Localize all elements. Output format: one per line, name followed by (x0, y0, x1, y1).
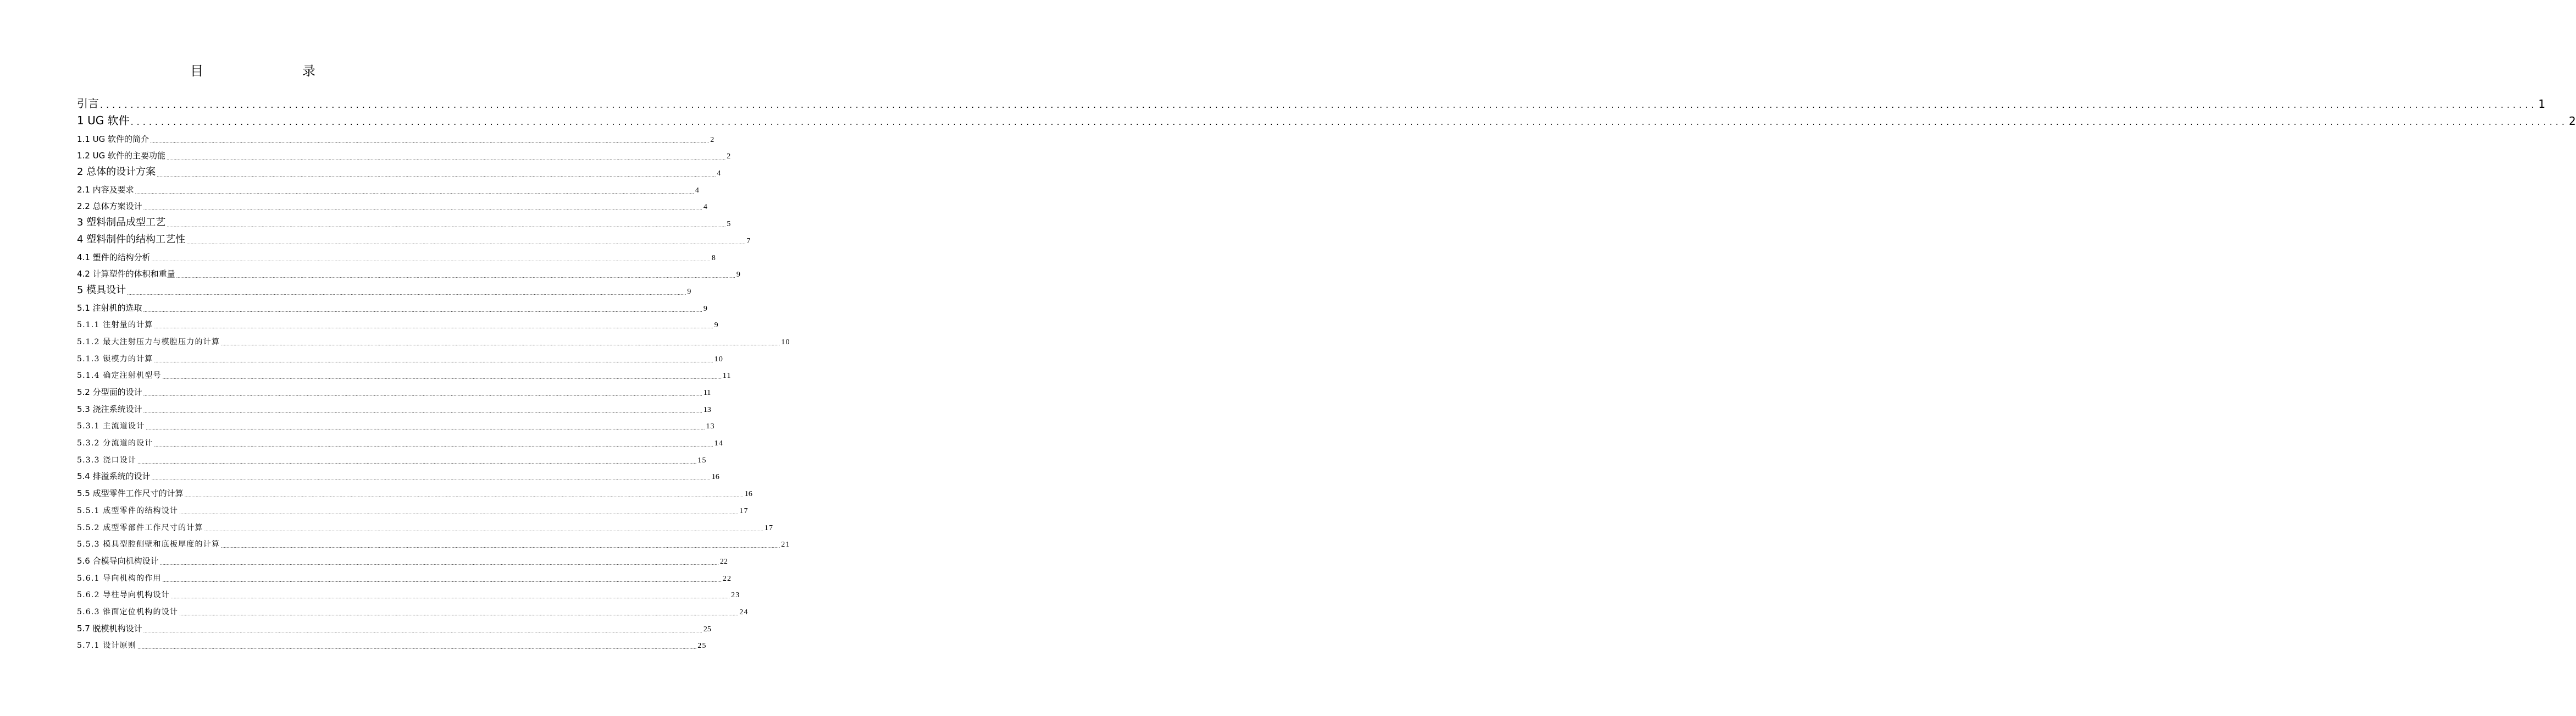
dot-leader: ................................................................................................................................................................................................................................................................................................................................................................................................................ (179, 510, 739, 515)
dot-leader: ................................................................................................................................................................................................................................................................................................................................................................................................................ (143, 409, 702, 414)
toc-entry-page-number: 9 (714, 321, 719, 330)
toc-entry[interactable] (77, 533, 790, 550)
toc-entry[interactable] (77, 93, 2546, 111)
dot-leader: ................................................................................................................................................................................................................................................................................................................................................................................................................ (221, 341, 780, 346)
dot-leader: ................................................................................................................................................................................................................................................................................................................................................................................................................ (143, 206, 702, 212)
toc-entry-page-number: 1 (2538, 97, 2546, 111)
dot-leader: ................................................................................................................................................................................................................................................................................................................................................................................................................ (143, 392, 702, 397)
toc-entry-label: 4.1 塑件的结构分析 (77, 252, 151, 262)
toc-entry-page-number: 25 (697, 642, 707, 651)
toc-entry-page-number: 4 (695, 186, 699, 195)
toc-entry[interactable] (77, 415, 715, 432)
toc-entry[interactable] (77, 195, 707, 212)
toc-entry[interactable] (77, 617, 711, 634)
toc-entry[interactable] (77, 600, 749, 617)
toc-entry-label: 1.1 UG 软件的简介 (77, 134, 149, 144)
toc-entry-page-number: 11 (703, 389, 711, 397)
dot-leader: ................................................................................................................................................................................................................................................................................................................................................................................................................ (157, 173, 716, 178)
toc-entry-label: 5.6.2 导柱导向机构设计 (77, 591, 170, 600)
dot-leader: ................................................................................................................................................................................................................................................................................................................................................................................................................ (204, 527, 763, 532)
toc-entry[interactable] (77, 128, 714, 145)
toc-entry-page-number: 4 (703, 203, 707, 212)
dot-leader: ................................................................................................................................................................................................................................................................................................................................................................................................................ (137, 459, 697, 465)
dot-leader: ................................................................................................................................................................................................................................................................................................................................................................................................................ (143, 628, 702, 634)
toc-entry-label: 2.1 内容及要求 (77, 184, 134, 195)
dot-leader: ................................................................................................................................................................................................................................................................................................................................................................................................................ (143, 307, 702, 313)
toc-entry-page-number: 11 (722, 372, 732, 381)
toc-entry-label: 5.1.1 注射量的计算 (77, 321, 153, 330)
toc-entry-page-number: 16 (711, 473, 719, 482)
toc-entry-page-number: 21 (781, 541, 790, 549)
toc-entry-label: 5.1.3 锁模力的计算 (77, 354, 153, 363)
toc-entry-page-number: 24 (739, 608, 749, 616)
toc-entry-page-number: 7 (746, 236, 751, 245)
toc-entry[interactable] (77, 161, 721, 178)
toc-entry[interactable] (77, 364, 732, 381)
toc-entry-label: 5.1.2 最大注射压力与模腔压力的计算 (77, 337, 220, 346)
dot-leader: ................................................................................................................................................................................................................................................................................................................................................................................................................ (151, 257, 711, 262)
toc-entry-page-number: 22 (719, 557, 728, 566)
toc-entry-page-number: 17 (739, 506, 749, 515)
toc-entry[interactable] (77, 499, 749, 516)
toc-entry[interactable] (77, 296, 707, 313)
toc-entry-page-number: 9 (736, 271, 740, 279)
toc-entry[interactable] (77, 111, 2576, 128)
toc-entry-label: 2 总体的设计方案 (77, 166, 156, 178)
toc-entry[interactable] (77, 566, 732, 583)
dot-leader: ................................................................................................................................................................................................................................................................................................................................................................................................................ (154, 358, 713, 363)
dot-leader: ................................................................................................................................................................................................................................................................................................................................................................................................................ (221, 544, 780, 549)
toc-entry[interactable] (77, 583, 740, 601)
dot-leader: ................................................................................................................................................................................................................................................................................................................................................................................................................ (146, 426, 705, 431)
toc-entry[interactable] (77, 431, 724, 448)
toc-entry-page-number: 13 (706, 422, 715, 431)
toc-entry-label: 5.3.2 分流道的设计 (77, 439, 153, 448)
toc-entry-label: 2.2 总体方案设计 (77, 201, 142, 212)
toc-entry-label: 5.2 分型面的设计 (77, 387, 142, 397)
toc-entry-page-number: 5 (727, 220, 731, 229)
toc-entry[interactable] (77, 178, 699, 195)
toc-entry[interactable] (77, 482, 752, 499)
toc-entry-label: 5.7.1 设计原则 (77, 641, 137, 651)
toc-entry-page-number: 2 (2568, 114, 2576, 128)
toc-entry-page-number: 9 (687, 287, 691, 296)
toc-entry-label: 5.4 排溢系统的设计 (77, 471, 151, 482)
dot-leader: ................................................................................................................................................................................................................................................................................................................................................................................................................ (162, 577, 722, 583)
toc-entry-label: 4.2 计算塑件的体积和重量 (77, 269, 175, 279)
toc-entry[interactable] (77, 448, 707, 465)
toc-entry[interactable] (77, 381, 711, 398)
toc-entry[interactable] (77, 634, 707, 651)
toc-entry[interactable] (77, 212, 731, 229)
dot-leader: ................................................................................................................................................................................................................................................................................................................................................................................................................ (154, 324, 713, 330)
toc-entry-label: 引言 (77, 97, 99, 110)
toc-entry-page-number: 14 (714, 439, 724, 448)
toc-entry-page-number: 16 (744, 490, 752, 499)
toc-entry-label: 5.1 注射机的选取 (77, 302, 142, 313)
toc-entry[interactable] (77, 145, 731, 162)
dot-leader: ................................................................................................................................................................................................................................................................................................................................................................................................................ (100, 100, 2538, 110)
toc-entry-label: 5.5.1 成型零件的结构设计 (77, 506, 179, 515)
toc-entry-label: 5 模具设计 (77, 284, 126, 296)
toc-entry[interactable] (77, 229, 751, 246)
toc-entry-label: 3 塑料制品成型工艺 (77, 217, 166, 229)
toc-entry[interactable] (77, 263, 740, 280)
toc-entry[interactable] (77, 516, 774, 533)
toc-entry-page-number: 23 (731, 591, 740, 600)
dot-leader: ................................................................................................................................................................................................................................................................................................................................................................................................................ (176, 274, 735, 279)
toc-entry-page-number: 13 (703, 405, 711, 414)
dot-leader: ................................................................................................................................................................................................................................................................................................................................................................................................................ (184, 493, 744, 499)
toc-entry[interactable] (77, 246, 716, 263)
toc-entry-label: 5.3.1 主流道设计 (77, 422, 145, 431)
dot-leader: ................................................................................................................................................................................................................................................................................................................................................................................................................ (151, 476, 711, 482)
toc-entry[interactable] (77, 313, 719, 331)
toc-entry-page-number: 10 (781, 338, 790, 346)
toc-entry-label: 5.6.3 锥面定位机构的设计 (77, 607, 179, 616)
toc-entry-label: 5.5.3 模具型腔侧壁和底板厚度的计算 (77, 540, 220, 549)
dot-leader: ................................................................................................................................................................................................................................................................................................................................................................................................................ (162, 375, 722, 381)
toc-entry[interactable] (77, 279, 691, 296)
dot-leader: ................................................................................................................................................................................................................................................................................................................................................................................................................ (179, 611, 739, 616)
dot-leader: ................................................................................................................................................................................................................................................................................................................................................................................................................ (154, 443, 713, 448)
toc-entry[interactable] (77, 549, 728, 566)
toc-entry-label: 5.6.1 导向机构的作用 (77, 574, 162, 583)
toc-entry-label: 5.6 合模导向机构设计 (77, 555, 159, 566)
toc-entry-page-number: 9 (703, 304, 707, 313)
toc-entry[interactable] (77, 465, 719, 482)
toc-entry-page-number: 4 (717, 169, 721, 178)
toc-entry-page-number: 25 (703, 625, 711, 634)
toc-entry-page-number: 10 (714, 355, 724, 363)
toc-entry-label: 5.3.3 浇口设计 (77, 455, 137, 465)
dot-leader: ................................................................................................................................................................................................................................................................................................................................................................................................................ (137, 645, 697, 651)
dot-leader: ................................................................................................................................................................................................................................................................................................................................................................................................................ (167, 156, 726, 161)
toc-entry-label: 5.5.2 成型零部件工作尺寸的计算 (77, 523, 203, 532)
toc-entry[interactable] (77, 330, 790, 347)
table-of-contents (77, 93, 2576, 651)
toc-entry-label: 5.1.4 确定注射机型号 (77, 371, 162, 381)
toc-entry[interactable] (77, 347, 724, 364)
dot-leader: ................................................................................................................................................................................................................................................................................................................................................................................................................ (186, 240, 746, 245)
toc-entry[interactable] (77, 398, 711, 415)
dot-leader: ................................................................................................................................................................................................................................................................................................................................................................................................................ (170, 594, 730, 600)
dot-leader: ................................................................................................................................................................................................................................................................................................................................................................................................................ (150, 139, 710, 144)
toc-entry-page-number: 15 (697, 456, 707, 465)
toc-entry-label: 5.3 浇注系统设计 (77, 404, 142, 414)
toc-entry-page-number: 8 (711, 254, 716, 262)
dot-leader: ................................................................................................................................................................................................................................................................................................................................................................................................................ (159, 560, 719, 566)
toc-entry-page-number: 2 (710, 135, 714, 144)
dot-leader: ................................................................................................................................................................................................................................................................................................................................................................................................................ (130, 117, 2568, 127)
toc-entry-label: 1 UG 软件 (77, 114, 130, 127)
toc-entry-page-number: 17 (764, 524, 774, 532)
toc-entry-page-number: 2 (727, 152, 731, 161)
toc-entry-page-number: 22 (722, 574, 732, 583)
dot-leader: ................................................................................................................................................................................................................................................................................................................................................................................................................ (167, 223, 726, 229)
toc-entry-label: 5.5 成型零件工作尺寸的计算 (77, 488, 184, 499)
dot-leader: ................................................................................................................................................................................................................................................................................................................................................................................................................ (135, 189, 694, 195)
toc-title: 目 录 (190, 63, 340, 79)
toc-entry-label: 5.7 脱模机构设计 (77, 623, 142, 634)
dot-leader: ................................................................................................................................................................................................................................................................................................................................................................................................................ (127, 290, 686, 296)
toc-entry-label: 1.2 UG 软件的主要功能 (77, 151, 165, 161)
toc-entry-label: 4 塑料制件的结构工艺性 (77, 233, 186, 245)
